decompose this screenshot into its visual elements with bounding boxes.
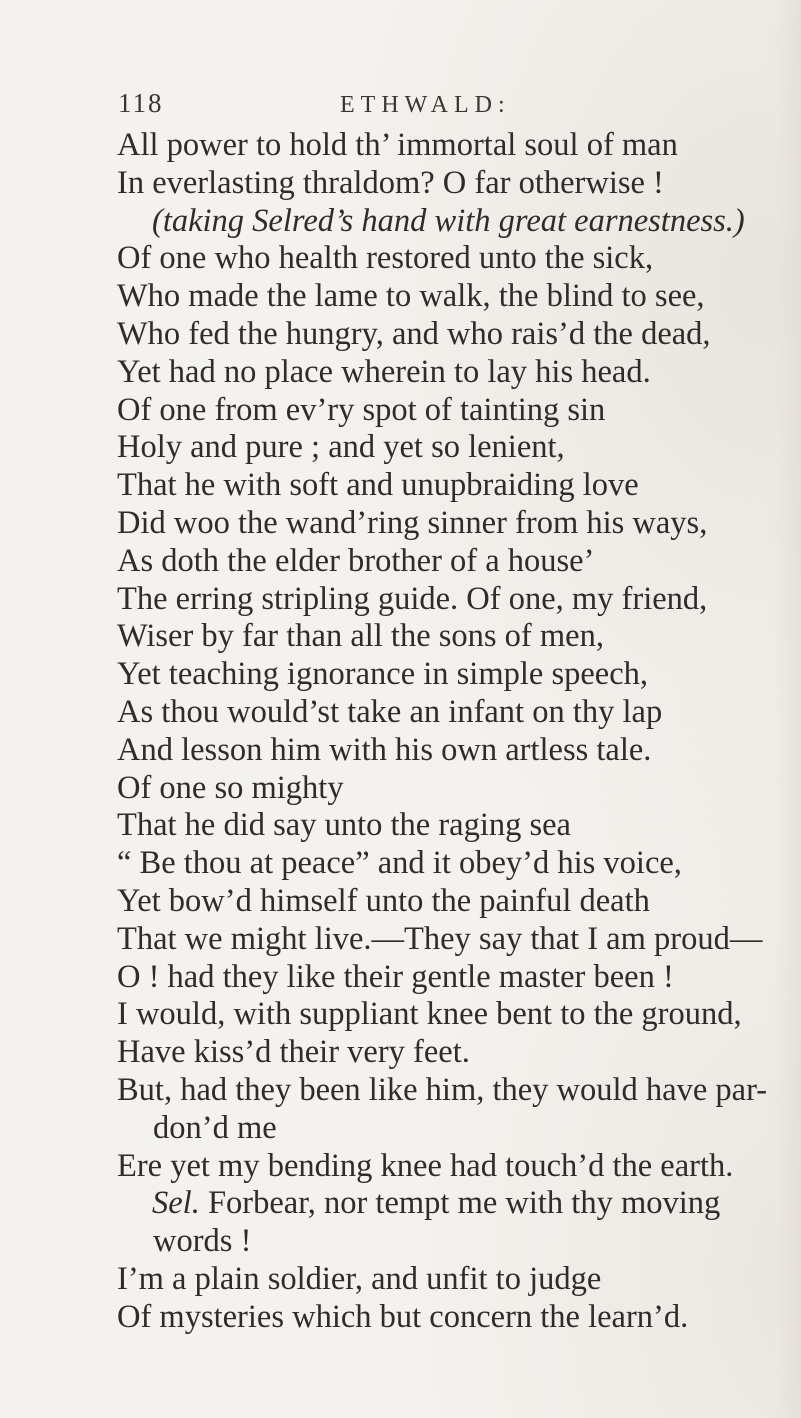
verse-line: I’m a plain soldier, and unfit to judge bbox=[117, 1260, 602, 1297]
speaker-name: Sel. bbox=[152, 1185, 200, 1222]
verse-line: As thou would’st take an infant on thy lap bbox=[117, 693, 663, 730]
verse-line: I would, with suppliant knee bent to the ground, bbox=[117, 996, 742, 1033]
verse-line: Yet teaching ignorance in simple speech, bbox=[117, 656, 648, 693]
verse-line: But, had they been like him, they would have par- bbox=[117, 1071, 768, 1108]
verse-line: (taking Selred’s hand with great earnestness.) bbox=[152, 202, 745, 239]
verse-line: Have kiss’d their very feet. bbox=[117, 1034, 470, 1071]
page-header bbox=[118, 88, 678, 128]
verse-line: And lesson him with his own artless tale. bbox=[117, 731, 652, 768]
verse-line: That he did say unto the raging sea bbox=[117, 807, 571, 844]
page-number: 118 bbox=[118, 88, 164, 118]
verse-line: Yet had no place wherein to lay his head. bbox=[117, 353, 651, 390]
verse-line: Of one who health restored unto the sick, bbox=[117, 240, 654, 277]
verse-line: don’d me bbox=[153, 1109, 277, 1146]
verse-line: “ Be thou at peace” and it obey’d his voice, bbox=[117, 845, 682, 882]
verse-line: As doth the elder brother of a house’ bbox=[117, 542, 595, 579]
verse-line: In everlasting thraldom? O far otherwise ! bbox=[117, 164, 664, 201]
verse-line: All power to hold th’ immortal soul of man bbox=[117, 127, 678, 163]
verse-line: The erring stripling guide. Of one, my friend, bbox=[117, 580, 708, 617]
verse-line: Of one so mighty bbox=[117, 769, 344, 806]
verse-line: O ! had they like their gentle master been ! bbox=[117, 958, 674, 995]
verse-text bbox=[117, 127, 797, 1337]
running-title: ETHWALD: bbox=[340, 92, 511, 118]
verse-line: Ere yet my bending knee had touch’d the earth. bbox=[117, 1147, 734, 1184]
verse-line: Yet bow’d himself unto the painful death bbox=[117, 882, 650, 919]
verse-line: Holy and pure ; and yet so lenient, bbox=[117, 429, 565, 466]
verse-line: Did woo the wand’ring sinner from his ways, bbox=[117, 504, 708, 541]
verse-line: Who fed the hungry, and who rais’d the dead, bbox=[117, 315, 711, 352]
verse-line: Who made the lame to walk, the blind to see, bbox=[117, 278, 705, 315]
verse-line: Wiser by far than all the sons of men, bbox=[117, 618, 604, 655]
verse-line: Of one from ev’ry spot of tainting sin bbox=[117, 391, 606, 428]
verse-line: That we might live.—They say that I am proud— bbox=[117, 920, 763, 957]
verse-line: words ! bbox=[153, 1223, 252, 1260]
verse-line: Of mysteries which but concern the learn’d. bbox=[117, 1298, 689, 1335]
verse-line: Sel. Forbear, nor tempt me with thy moving bbox=[152, 1185, 721, 1222]
verse-line: That he with soft and unupbraiding love bbox=[117, 467, 639, 504]
